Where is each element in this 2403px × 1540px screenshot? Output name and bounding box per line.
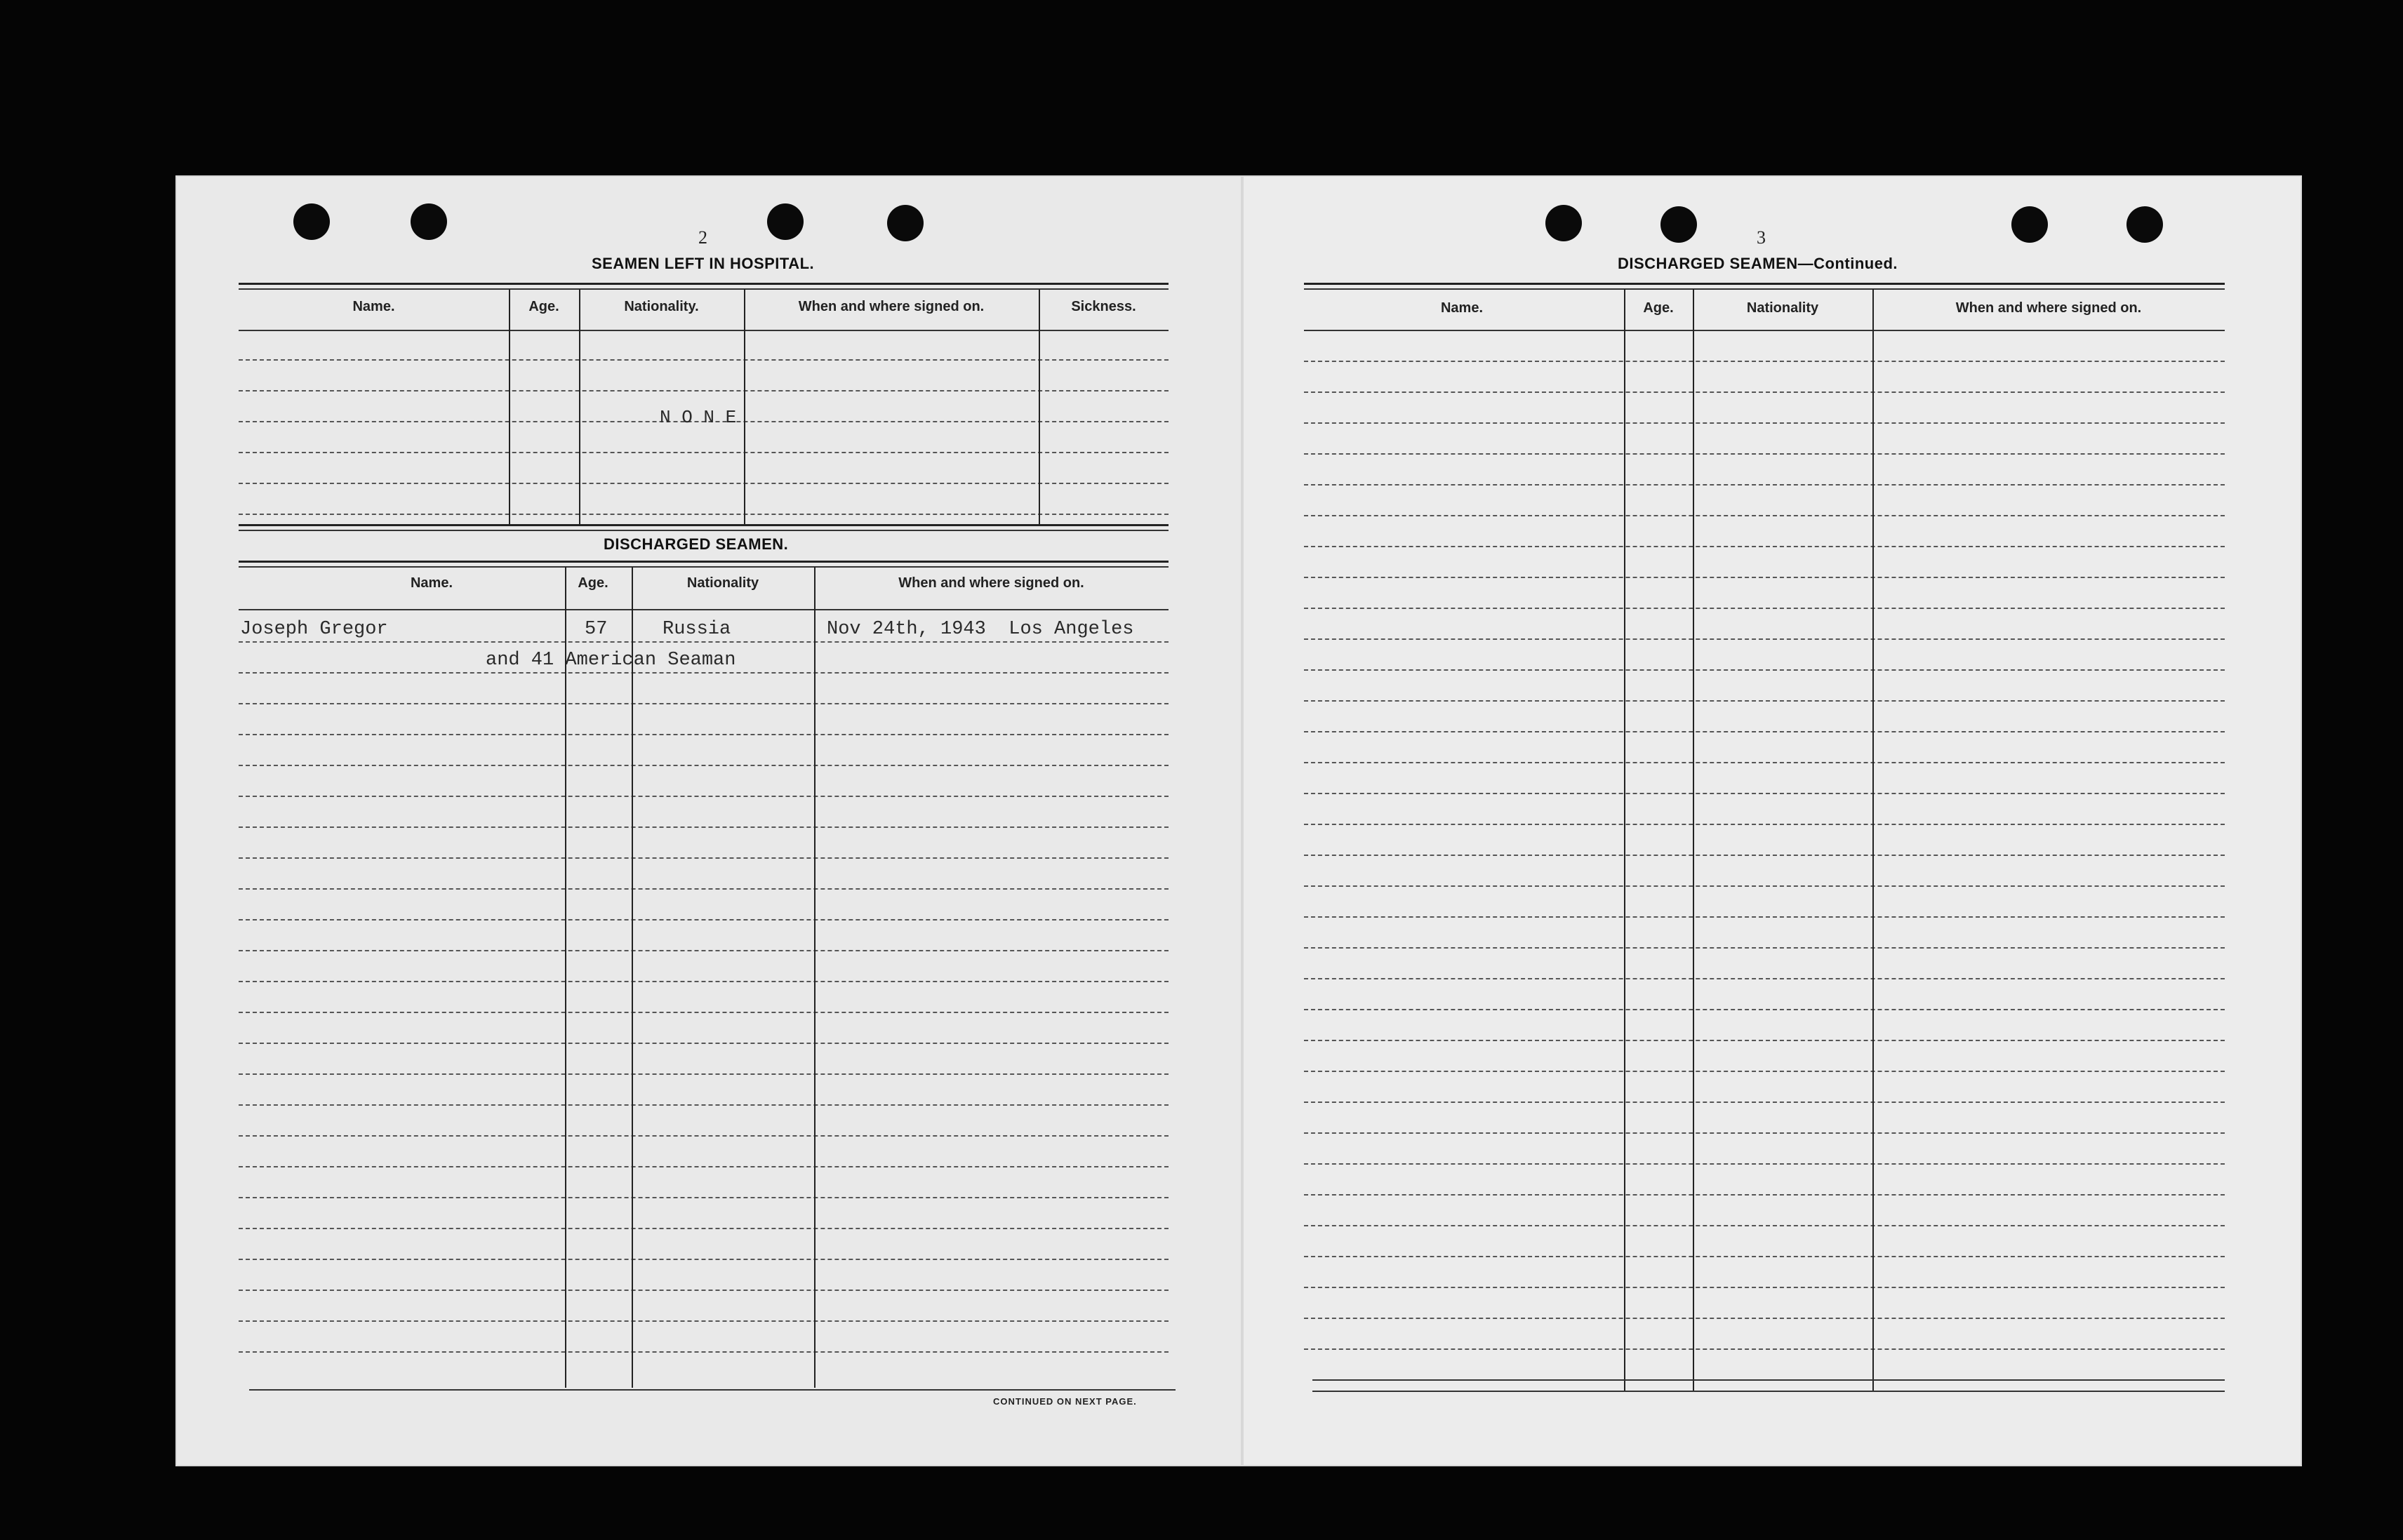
row-line	[239, 672, 1169, 674]
row-line	[239, 888, 1169, 890]
column-divider	[509, 289, 510, 524]
row-line	[1304, 1040, 2225, 1041]
row-line	[239, 483, 1169, 484]
row-line	[1304, 608, 2225, 609]
row-line	[239, 514, 1169, 515]
row-line	[239, 1197, 1169, 1198]
col-header-nationality: Nationality.	[624, 299, 699, 314]
punch-hole	[767, 203, 804, 240]
row-line	[1304, 1225, 2225, 1226]
row-line	[1304, 1256, 2225, 1257]
row-line	[1304, 947, 2225, 949]
column-divider	[579, 289, 580, 524]
row-line	[1304, 515, 2225, 516]
row-line	[239, 703, 1169, 704]
row-line	[239, 981, 1169, 982]
row-line	[1304, 484, 2225, 486]
row-line	[239, 1228, 1169, 1229]
row-line	[1304, 577, 2225, 578]
row-line	[239, 796, 1169, 797]
column-divider	[1872, 289, 1874, 1391]
row-line	[1304, 1102, 2225, 1103]
row-line	[239, 919, 1169, 920]
row-line	[239, 359, 1169, 361]
continued-note: CONTINUED ON NEXT PAGE.	[993, 1396, 1137, 1407]
col-header-nationality: Nationality	[686, 575, 759, 591]
column-divider	[632, 567, 633, 1388]
row-line	[1304, 824, 2225, 825]
rule	[239, 530, 1169, 531]
col-header-signed-on: When and where signed on.	[898, 575, 1084, 591]
row-line	[239, 1135, 1169, 1137]
col-header-age: Age.	[1643, 300, 1674, 316]
col-header-name: Name.	[410, 575, 453, 591]
row-line	[1304, 1348, 2225, 1350]
row-line	[1304, 731, 2225, 732]
row-line	[1304, 1194, 2225, 1196]
row-line	[239, 765, 1169, 766]
row-line	[239, 1043, 1169, 1044]
rule	[239, 283, 1169, 285]
row-line	[1304, 1071, 2225, 1072]
row-line	[1304, 361, 2225, 362]
col-header-signed-on: When and where signed on.	[1955, 300, 2142, 316]
row-line	[1304, 762, 2225, 763]
right-page	[1242, 175, 2302, 1466]
row-line	[1304, 1287, 2225, 1288]
row-line	[239, 1166, 1169, 1167]
row-line	[239, 734, 1169, 735]
row-line	[239, 1259, 1169, 1260]
rule	[249, 1389, 1176, 1391]
punch-hole	[411, 203, 447, 240]
seaman-nationality: Russia	[663, 619, 731, 640]
row-line	[239, 1012, 1169, 1013]
punch-hole	[1545, 205, 1582, 241]
row-line	[1304, 978, 2225, 979]
rule	[1312, 1391, 2225, 1392]
seaman-age: 57	[585, 619, 608, 640]
column-divider	[1039, 289, 1040, 524]
rule	[1304, 283, 2225, 285]
column-divider	[744, 289, 745, 524]
row-line	[1304, 638, 2225, 640]
column-divider	[1624, 289, 1625, 1391]
row-line	[1304, 916, 2225, 918]
rule	[1304, 330, 2225, 331]
rule	[239, 609, 1169, 610]
row-line	[239, 1290, 1169, 1291]
row-line	[1304, 391, 2225, 393]
row-line	[1304, 885, 2225, 887]
row-line	[239, 1073, 1169, 1075]
column-divider	[565, 567, 566, 1388]
col-header-age: Age.	[578, 575, 608, 591]
rule	[1304, 288, 2225, 290]
row-line	[1304, 855, 2225, 856]
rule	[239, 288, 1169, 290]
column-divider	[1693, 289, 1694, 1391]
punch-hole	[2126, 206, 2163, 243]
page-number: 3	[1757, 227, 1766, 248]
rule	[1312, 1379, 2225, 1381]
row-line	[1304, 546, 2225, 547]
discharged-continued-title: DISCHARGED SEAMEN—Continued.	[1618, 255, 1898, 272]
col-header-name: Name.	[352, 299, 395, 314]
row-line	[239, 1320, 1169, 1322]
punch-hole	[1660, 206, 1697, 243]
hospital-section-title: SEAMEN LEFT IN HOSPITAL.	[592, 255, 815, 272]
col-header-age: Age.	[528, 299, 559, 314]
hospital-none-entry: N O N E	[660, 407, 737, 428]
row-line	[239, 452, 1169, 453]
punch-hole	[887, 205, 924, 241]
col-header-sickness: Sickness.	[1071, 299, 1136, 314]
row-line	[1304, 422, 2225, 424]
row-line	[1304, 453, 2225, 455]
row-line	[1304, 1009, 2225, 1010]
seamen-note: and 41 American Seaman	[486, 650, 736, 671]
row-line	[239, 1104, 1169, 1106]
row-line	[1304, 669, 2225, 671]
punch-hole	[2011, 206, 2048, 243]
rule	[239, 566, 1169, 568]
column-divider	[814, 567, 816, 1388]
row-line	[1304, 1132, 2225, 1134]
row-line	[1304, 793, 2225, 794]
row-line	[1304, 700, 2225, 702]
row-line	[239, 1351, 1169, 1353]
col-header-signed-on: When and where signed on.	[798, 299, 985, 314]
seaman-name: Joseph Gregor	[240, 619, 388, 640]
col-header-nationality: Nationality	[1746, 300, 1819, 316]
row-line	[239, 641, 1169, 643]
rule	[239, 524, 1169, 526]
row-line	[239, 857, 1169, 859]
page-number: 2	[698, 227, 707, 248]
row-line	[1304, 1318, 2225, 1319]
row-line	[1304, 1163, 2225, 1165]
left-page	[175, 175, 1242, 1466]
col-header-name: Name.	[1440, 300, 1484, 316]
row-line	[239, 950, 1169, 951]
row-line	[239, 390, 1169, 391]
punch-hole	[293, 203, 330, 240]
row-line	[239, 826, 1169, 828]
seaman-signed-on: Nov 24th, 1943 Los Angeles	[827, 619, 1134, 640]
discharged-section-title: DISCHARGED SEAMEN.	[604, 535, 789, 553]
rule	[239, 561, 1169, 563]
rule	[239, 330, 1169, 331]
